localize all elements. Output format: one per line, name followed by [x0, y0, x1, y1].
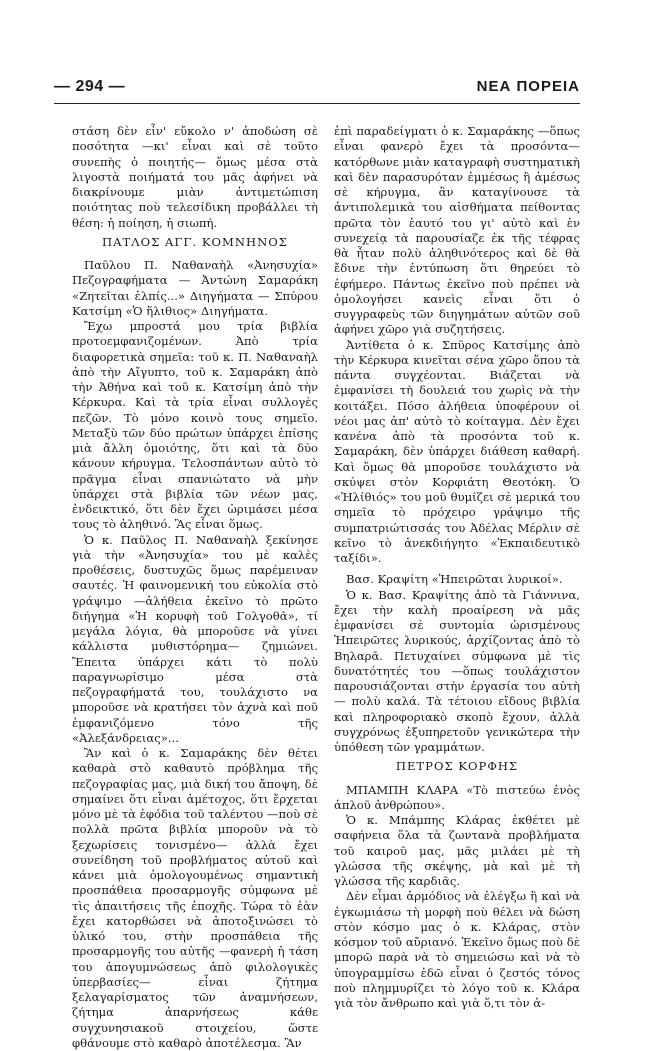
- paragraph: Ὁ κ. Παῦλος Π. Ναθαναὴλ ξεκίνησε γιὰ τὴν «Ἀνησυχία» του μὲ καλὲς προθέσεις, δυστυχῶς ὅμως παρέμειναν σαυτές. Ἡ φαινομενική του εὐκολία στὸ γράψιμο —ἀλήθεια ἐκεῖνο τὸ πρῶτο διήγημα «Ἡ κορυφὴ τοῦ Γολγοθᾶ», τί μεγάλα λόγια, θὰ μποροῦσε νὰ γίνει κάλλιστα μυθιστόρημα— ζημιώνει. Ἔπειτα ὑπάρχει κάτι τὸ πολὺ παραγνωρίσιμο μέσα στὰ πεζογραφήματά του, τουλάχιστο να μποροῦσε νὰ κρατήσει τὸν ἀχνὰ καὶ ποῦ ἐμφανιζόμενο τόνο τῆς «Ἀλεξάνδρειας»...: [72, 532, 318, 745]
- paragraph: Ἀντίθετα ὁ κ. Σπῦρος Κατσίμης ἀπὸ τὴν Κέρκυρα κινεῖται σένα χῶρο ὅπου τὰ πάντα συγχέονται. Βιάζεται νὰ ἐμφανίσει τὴ δουλειά του χωρὶς νὰ τὴν κοιτάξει. Πόσο ἀλήθεια ὑποφέρουν οἱ νέοι μας ἀπ' αὐτὸ τὸ κοίταγμα. Δὲν ἔχει κανένα ἀπὸ τὰ προσόντα τοῦ κ. Σαμαράκη, δὲν ὑπάρχει διάθεση καθαρή. Καὶ ὅμως θὰ μποροῦσε τουλάχιστο νὰ σκύψει στὸν Κορφιάτη Θεοτόκη. Ὁ «Ἠλίθιός» του μοῦ θυμίζει σὲ μερικά του σημεῖα τὸ πρόχειρο γράψιμο τῆς συμπατριώτισσάς του Ἀδέλας Μέρλιν σὲ κεῖνο τὸ ἀνεκδιήγητο «Ἐκπαιδευτικὸ ταξίδι».: [334, 337, 580, 565]
- author-signature: ΠΕΤΡΟΣ ΚΟΡΦΗΣ: [395, 759, 519, 774]
- page-number: — 294 —: [54, 78, 126, 95]
- paragraph: στάση δὲν εἶν' εὔκολο ν' ἀποδώση σὲ ποσότητα —κι' εἶναι καὶ σὲ τοῦτο συνεπὴς ὁ ποιητής— ὅμως μέσα στὰ λιγοστὰ ποιήματά του μᾶς ἀφήνει νὰ διακρίνουμε μιὰν ἀντιμετώπιση ποιότητας ποὺ τελεσίδικη προβάλλει τὴ θέση: ἡ ποίηση, ἡ σιωπή.: [72, 124, 318, 230]
- review-heading: ΜΠΑΜΠΗ ΚΛΑΡΑ «Τὸ πιστεύω ἑνὸς ἁπλοῦ ἀνθρώπου».: [334, 782, 580, 812]
- paragraph: Ὁ κ. Μπάμπης Κλάρας ἐκθέτει μὲ σαφήνεια ὅλα τὰ ζωντανὰ προβλήματα τοῦ καιροῦ μας, μᾶς μιλάει μὲ τὴ γλώσσα τῆς σκέψης, μὰ καὶ μὲ τὴ γλώσσα τῆς καρδιᾶς.: [334, 813, 580, 888]
- review-heading: Βασ. Κραψίτη «Ἠπειρῶται λυρικοί».: [346, 572, 563, 587]
- page-header: [54, 78, 580, 102]
- paragraph: Ὁ κ. Βασ. Κραψίτης ἀπὸ τὰ Γιάννινα, ἔχει τὴν καλὴ προαίρεση νὰ μᾶς ἐμφανίσει σὲ συντομία ὡρισμένους Ἠπειρῶτες λυρικούς, ἀρχίζοντας ἀπὸ τὸ Βηλαρᾶ. Πετυχαίνει σύμφωνα μὲ τὶς δυνατότητές του —ὅπως τουλάχιστον παρουσιάζονται στὴν ἐργασία του αὐτὴ— πολὺ καλά. Τὰ τέτοιου εἴδους βιβλία καὶ πληροφοριακὸ σκοπὸ ἔχουν, ἀλλὰ συγχρόνως ἐξυπηρετοῦν γενικώτερα τὴν ὑπόθεση τῶν γραμμάτων.: [334, 587, 580, 754]
- paragraph: Ἂν καὶ ὁ κ. Σαμαράκης δὲν θέτει καθαρὰ στὸ καθαυτὸ πρόβλημα τῆς πεζογραφίας μας, μιὰ δική του ἄποψη, δὲ σημαίνει ὅτι εἶναι ἀμέτοχος, ὅτι ἔρχεται μόνο μὲ τὰ ἐφόδια τοῦ ταλέντου —ποὺ σὲ πολλὰ πρῶτα βιβλία μποροῦν νὰ τὸ ξεχωρίσεις τονισμένο— ἀλλὰ ἔχει συνείδηση τοῦ προβλήματος αὐτοῦ καὶ κάνει μιὰ ὁμολογουμένως σημαντικὴ προσπάθεια προσαρμογῆς σύμφωνα μὲ τὶς ἀπαιτήσεις τῆς ἐποχῆς. Τώρα τὸ ἐὰν ἔχει κατορθώσει νὰ ἀποτοξινώσει τὸ ὑλικό του, στὴν προσπάθεια τῆς προσαρμογῆς του αὐτῆς —φανερὴ ἡ τάση του ἀπογυμνώσεως ἀπὸ φιλολογικὲς ὑπερβασίες— εἶναι ζήτημα ξελαγαρίσματος τῶν ἀναμνήσεων, ζήτημα ἀπαρνήσεως κάθε συγχυνησιακοῦ στοιχείου, ὥστε φθάνουμε στὸ καθαρὸ ἀποτέλεσμα. Ἂν: [72, 746, 318, 1050]
- paragraph: Δὲν εἶμαι ἁρμόδιος νὰ ἐλέγξω ἢ καὶ νὰ ἐγκωμιάσω τὴ μορφὴ ποὺ θέλει νὰ δώση στὸν κόσμο μας ὁ κ. Κλάρας, στὸν κόσμον τοῦ αὔριανό. Ἐκεῖνο ὅμως ποὺ δὲ μπορῶ παρὰ νὰ τὸ σημειώσω καὶ νὰ τὸ ὑπογραμμίσω ἐδῶ εἶναι ὁ ζεστός τόνος ποὺ πλημμυρίζει τὸ λόγο τοῦ κ. Κλάρα γιὰ τὸν ἄνθρωπο καὶ γιὰ ὅ,τι τὸν ἀ-: [334, 889, 580, 1010]
- right-column: [334, 124, 580, 1011]
- review-heading: Παῦλου Π. Ναθαναὴλ «Ἀνησυχία» Πεζογραφήματα — Ἀντώνη Σαμαράκη «Ζητεῖται ἐλπίς...» Διηγήματα — Σπύρου Κατσίμη «Ὁ ἥλιθιος» Διηγήματα.: [72, 258, 318, 318]
- paragraph: Ἔχω μπροστά μου τρία βιβλία προτοεμφανιζομένων. Ἀπὸ τρία διαφορετικὰ σημεῖα: τοῦ κ. Π. Ναθαναὴλ ἀπὸ τὴν Αἴγυπτο, τοῦ κ. Σαμαράκη ἀπὸ τὴν Ἀθήνα καὶ τοῦ κ. Κατσίμη ἀπὸ τὴν Κέρκυρα. Καὶ τὰ τρία εἶναι συλλογὲς πεζῶν. Τὸ μόνο κοινὸ τους σημεῖο. Μεταξὺ τῶν δύο πρώτων ὑπάρχει ἐπίσης μιὰ ἄλλη ὁμοιότης, ὅτι καὶ τὰ δύο κάνουν κήρυγμα. Τελοσπάντων αὐτὸ τὸ πρᾶγμα εἶναι σπανιώτατο νὰ μὴν ὑπάρχει στὰ βιβλία τῶν νέων μας, ἐνδεικτικό, ὅτι δὲν ἔχει ὡριμάσει μέσα τους τὸ ἀληθινό. Ἂς εἶναι ὅμως.: [72, 319, 318, 532]
- author-signature: ΠΑΤΛΟΣ ΑΓΓ. ΚΟΜΝΗΝΟΣ: [102, 234, 288, 249]
- left-column: [72, 124, 318, 1051]
- header-rule: [54, 103, 580, 104]
- journal-title: ΝΕΑ ΠΟΡΕΙΑ: [476, 78, 580, 95]
- paragraph: ἐπὶ παραδείγματι ὁ κ. Σαμαράκης —ὅπως εἶναι φανερὸ ἔχει τὰ προσόντα— κατόρθωνε μιὰν καταγραφὴ συστηματικὴ καὶ δὲν παρασυρόταν ἐμμέσως ἢ ἀμέσως σὲ κήρυγμα, ἂν καταγίνουσε τὰ ἀντιπολεμικὰ του αἰσθήματα πείθοντας πρῶτα τὸν ἑαυτό του γι' αὐτὸ καὶ ἐν συνεχείᾳ τὰ παρουσίαζε ἐκ τῆς τέφρας θὰ ἦταν πολὺ ἀληθινότερος καὶ δὲ θὰ ἔδινε τὴν ἐντύπωση ὅτι θηρεύει τὸ ἐφήμερο. Πάντως ἐκεῖνο ποὺ πρέπει νὰ ὁμολογήσει κανεὶς εἶναι ὅτι ὁ συγγραφεὺς τῶν διηγημάτων αὐτῶν σοῦ ἀφήνει χῶρο γιὰ συζητήσεις.: [334, 124, 580, 337]
